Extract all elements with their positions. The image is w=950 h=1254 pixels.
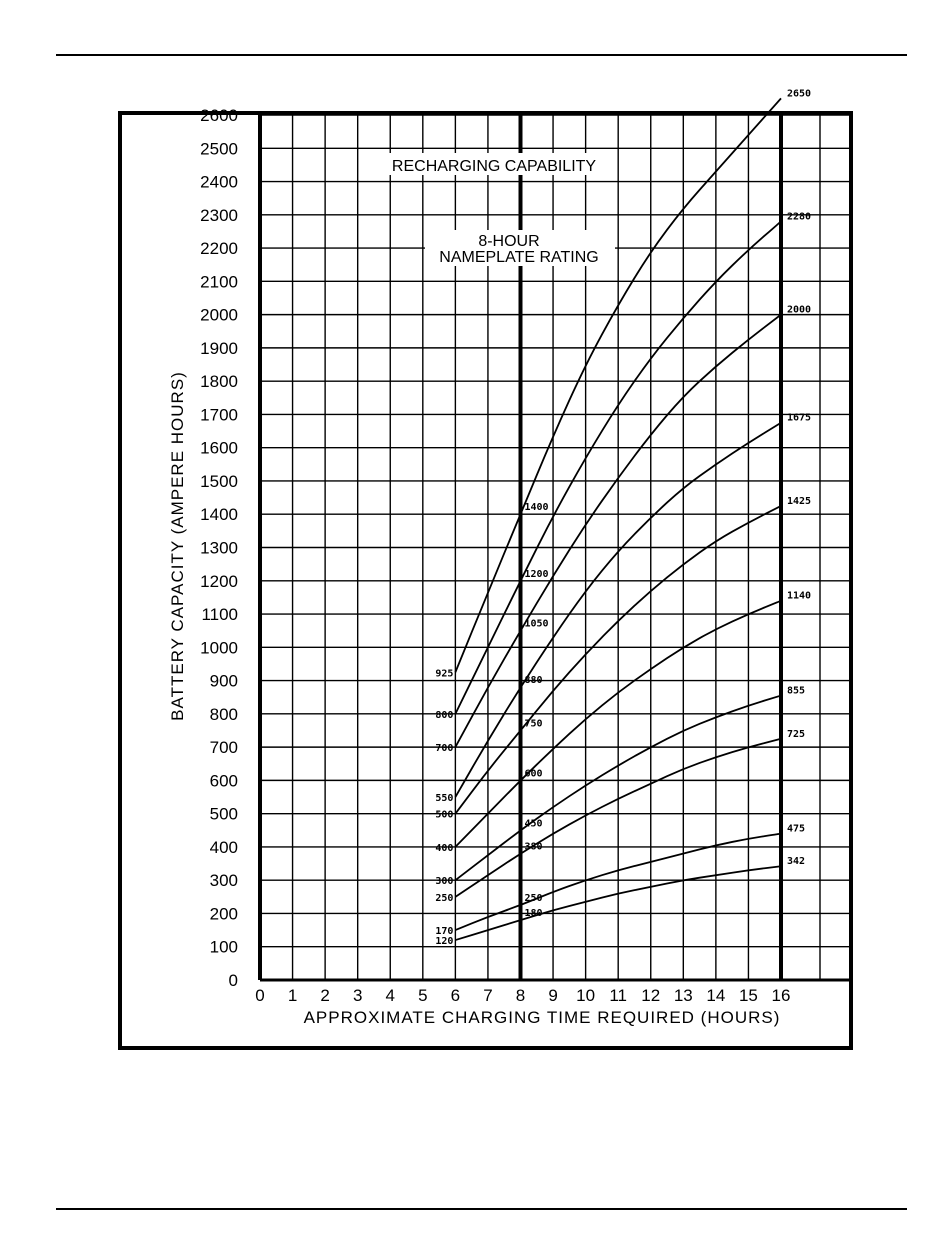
curve-label-start: 250 bbox=[435, 892, 454, 904]
x-tick-label: 6 bbox=[450, 986, 461, 1005]
curve-label-end: 2000 bbox=[787, 304, 812, 316]
curve-label-start: 550 bbox=[435, 793, 454, 805]
curve-label-end: 475 bbox=[787, 823, 806, 835]
curve-label-end: 1425 bbox=[787, 495, 812, 507]
x-tick-label: 12 bbox=[641, 986, 661, 1005]
y-tick-label: 2200 bbox=[200, 239, 238, 259]
x-tick-label: 16 bbox=[771, 986, 791, 1005]
x-tick-label: 11 bbox=[609, 986, 628, 1005]
curve-label-start: 170 bbox=[435, 926, 454, 938]
curve-label-end: 725 bbox=[787, 728, 806, 740]
x-tick-label: 7 bbox=[483, 986, 493, 1005]
curve-label-end: 1675 bbox=[787, 412, 812, 424]
x-tick-label: 1 bbox=[287, 986, 298, 1005]
curve-label-start: 120 bbox=[435, 936, 454, 948]
curve-label-end: 1140 bbox=[787, 590, 812, 602]
curve-label-start: 300 bbox=[435, 876, 454, 888]
x-tick-label: 3 bbox=[352, 986, 363, 1005]
x-axis-title: APPROXIMATE CHARGING TIME REQUIRED (HOURS) bbox=[303, 1008, 781, 1027]
x-tick-label: 2 bbox=[320, 986, 330, 1005]
curve-label-start: 800 bbox=[435, 709, 454, 721]
y-tick-label: 1800 bbox=[200, 372, 238, 392]
y-tick-label: 400 bbox=[209, 837, 238, 857]
x-tick-label: 15 bbox=[738, 986, 758, 1005]
curve-label-8h: 1400 bbox=[524, 502, 549, 514]
y-tick-label: 2500 bbox=[200, 139, 238, 159]
curves bbox=[435, 88, 811, 947]
curve-label-8h: 600 bbox=[524, 768, 543, 780]
curve-label-start: 925 bbox=[435, 668, 454, 680]
y-tick-label: 200 bbox=[209, 904, 238, 924]
y-tick-label: 1200 bbox=[200, 571, 238, 591]
curve-label-end: 342 bbox=[787, 856, 806, 868]
y-axis-title: BATTERY CAPACITY (AMPERE HOURS) bbox=[168, 371, 187, 721]
curve-label-8h: 750 bbox=[524, 718, 543, 730]
x-tick-label: 8 bbox=[515, 986, 526, 1005]
curve-label-8h: 180 bbox=[524, 908, 543, 920]
y-tick-label: 1900 bbox=[200, 338, 238, 358]
y-tick-label: 2600 bbox=[200, 106, 238, 125]
y-tick-label: 1100 bbox=[201, 605, 238, 625]
curve-label-8h: 380 bbox=[524, 841, 543, 853]
x-tick-label: 9 bbox=[548, 986, 558, 1005]
x-tick-label: 0 bbox=[255, 986, 265, 1005]
y-tick-label: 2000 bbox=[200, 305, 238, 325]
y-tick-label: 700 bbox=[209, 738, 238, 758]
y-tick-label: 1600 bbox=[200, 438, 238, 458]
curve-label-8h: 1200 bbox=[524, 568, 549, 580]
curve-label-8h: 880 bbox=[524, 675, 543, 687]
x-tick-label: 5 bbox=[418, 986, 428, 1005]
y-tick-label: 1400 bbox=[200, 505, 238, 525]
curve-label-8h: 250 bbox=[524, 893, 543, 905]
x-tick-label: 4 bbox=[385, 986, 395, 1005]
curve-label-end: 855 bbox=[787, 685, 806, 697]
annotation-line-1: 8-HOUR bbox=[478, 233, 540, 250]
y-tick-label: 2100 bbox=[200, 272, 238, 292]
curve-label-end: 2280 bbox=[787, 211, 812, 223]
curve-label-8h: 450 bbox=[524, 818, 543, 830]
curve-label-8h: 1050 bbox=[524, 618, 549, 630]
y-tick-label: 100 bbox=[209, 937, 238, 957]
y-tick-label: 1700 bbox=[200, 405, 238, 425]
y-tick-label: 0 bbox=[228, 971, 238, 990]
annotation-line-2: NAMEPLATE RATING bbox=[439, 249, 599, 266]
y-tick-label: 800 bbox=[209, 704, 238, 724]
y-tick-label: 900 bbox=[209, 671, 238, 691]
curve-label-end: 2650 bbox=[787, 88, 812, 100]
y-tick-label: 500 bbox=[209, 804, 238, 824]
y-tick-label: 2400 bbox=[200, 172, 238, 192]
y-tick-label: 1300 bbox=[200, 538, 238, 558]
curve-label-start: 700 bbox=[435, 743, 454, 755]
y-tick-label: 1500 bbox=[200, 471, 238, 491]
y-tick-label: 300 bbox=[209, 871, 238, 891]
x-tick-label: 13 bbox=[673, 986, 693, 1005]
x-tick-label: 10 bbox=[576, 986, 596, 1005]
x-tick-label: 14 bbox=[706, 986, 726, 1005]
y-tick-label: 2300 bbox=[200, 205, 238, 225]
chart-title: RECHARGING CAPABILITY bbox=[391, 158, 597, 175]
curve-label-start: 400 bbox=[435, 842, 454, 854]
y-tick-label: 600 bbox=[209, 771, 238, 791]
y-tick-label: 1000 bbox=[200, 638, 238, 658]
curve-label-start: 500 bbox=[435, 809, 454, 821]
